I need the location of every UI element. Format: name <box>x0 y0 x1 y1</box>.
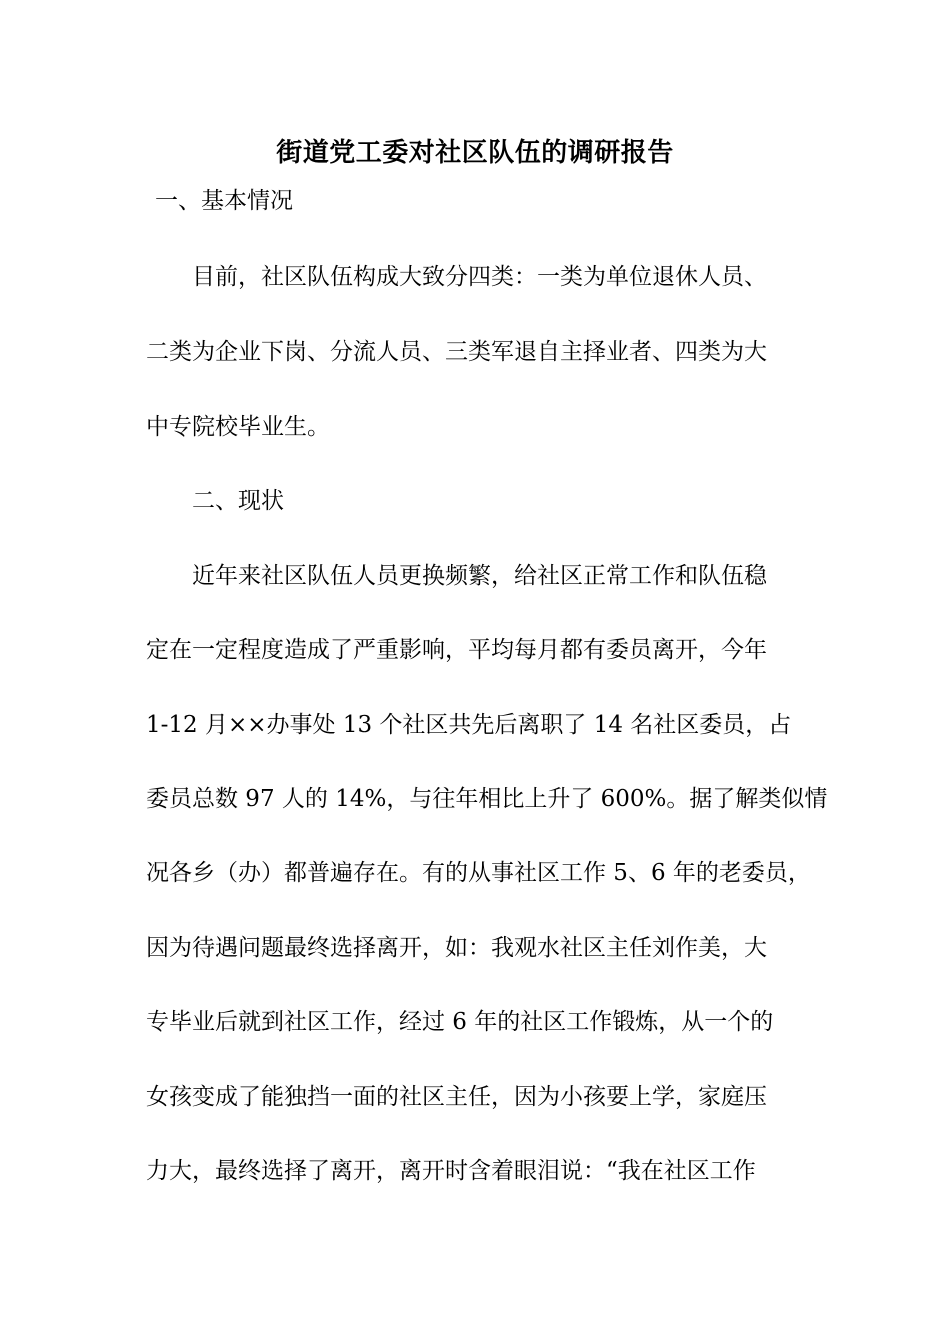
section1-heading: 一、基本情况 <box>155 188 293 214</box>
section1-line-2: 二类为企业下岗、分流人员、三类军退自主择业者、四类为大 <box>146 339 767 365</box>
section2-line-7: 专毕业后就到社区工作，经过 6 年的社区工作锻炼，从一个的 <box>146 1009 774 1035</box>
section2-line-6: 因为待遇问题最终选择离开，如：我观水社区主任刘作美，大 <box>146 935 767 961</box>
section2-line-4: 委员总数 97 人的 14%，与往年相比上升了 600%。据了解类似情 <box>146 786 828 812</box>
section2-line-2: 定在一定程度造成了严重影响，平均每月都有委员离开，今年 <box>146 637 767 663</box>
section2-line-3: 1-12 月××办事处 13 个社区共先后离职了 14 名社区委员，占 <box>146 712 792 738</box>
section2-line-5: 况各乡（办）都普遍存在。有的从事社区工作 5、6 年的老委员， <box>146 860 811 886</box>
document-title: 街道党工委对社区队伍的调研报告 <box>276 138 674 168</box>
section2-line-9: 力大，最终选择了离开，离开时含着眼泪说：“我在社区工作 <box>146 1158 756 1184</box>
section1-line-1: 目前，社区队伍构成大致分四类：一类为单位退休人员、 <box>192 264 767 290</box>
section1-line-3: 中专院校毕业生。 <box>146 414 330 440</box>
section2-line-1: 近年来社区队伍人员更换频繁，给社区正常工作和队伍稳 <box>192 563 767 589</box>
section2-line-8: 女孩变成了能独挡一面的社区主任，因为小孩要上学，家庭压 <box>146 1084 767 1110</box>
section2-heading: 二、现状 <box>192 488 284 514</box>
